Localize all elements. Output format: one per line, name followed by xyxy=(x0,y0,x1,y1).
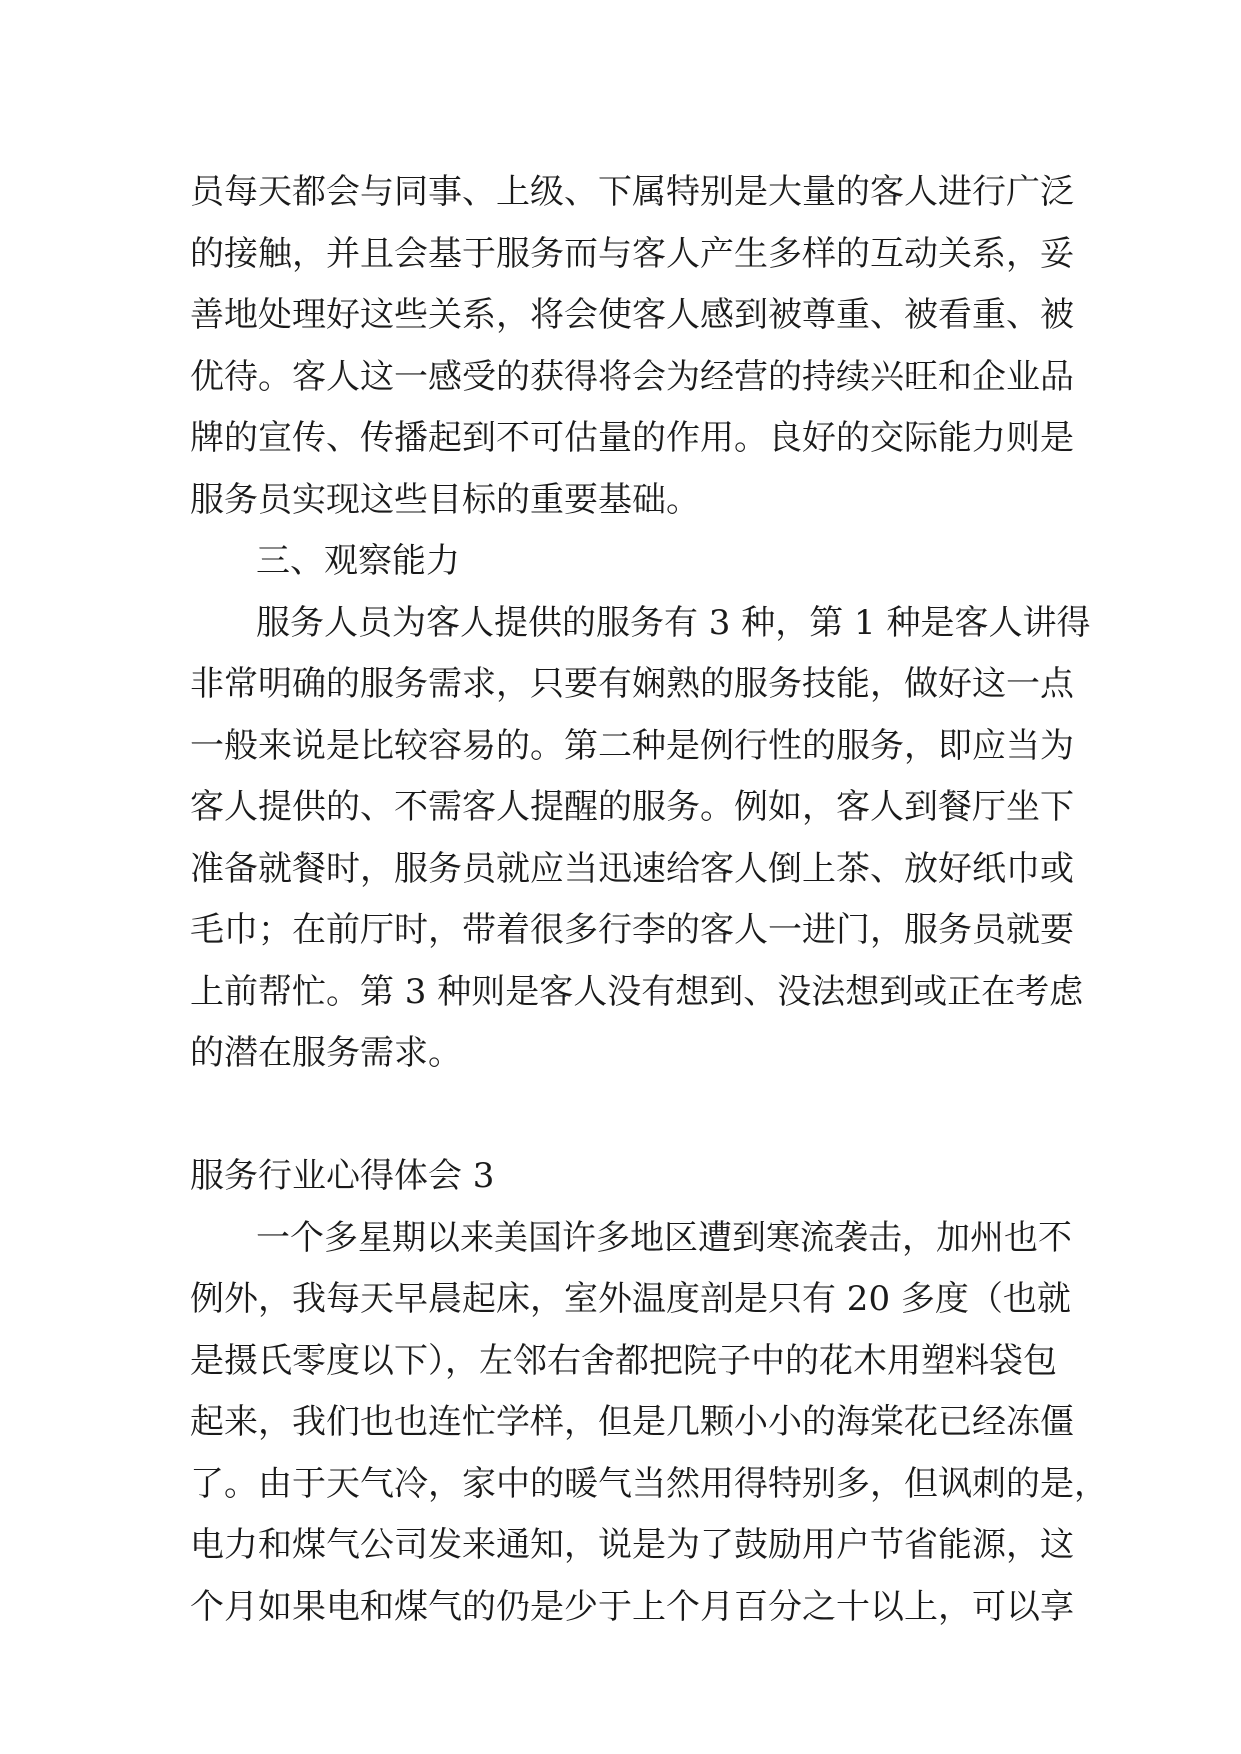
paragraph-line: 上前帮忙。第 3 种则是客人没有想到、没法想到或正在考虑 xyxy=(190,971,1084,1012)
paragraph-line: 服务员实现这些目标的重要基础。 xyxy=(190,479,700,520)
paragraph-line: 例外，我每天早晨起床，室外温度剖是只有 20 多度（也就 xyxy=(190,1279,1071,1319)
paragraph-line: 个月如果电和煤气的仍是少于上个月百分之十以上，可以享 xyxy=(190,1586,1074,1627)
paragraph-line: 了。由于天气冷，家中的暖气当然用得特别多，但讽刺的是， xyxy=(190,1463,1108,1504)
paragraph-line: 的潜在服务需求。 xyxy=(190,1033,462,1073)
paragraph-line: 员每天都会与同事、上级、下属特别是大量的客人进行广泛 xyxy=(190,172,1074,212)
paragraph-line: 的接触，并且会基于服务而与客人产生多样的互动关系，妥 xyxy=(190,233,1074,274)
paragraph-line: 非常明确的服务需求，只要有娴熟的服务技能，做好这一点 xyxy=(190,664,1074,704)
paragraph-line: 起来，我们也也连忙学样，但是几颗小小的海棠花已经冻僵 xyxy=(190,1402,1074,1442)
paragraph-line: 一个多星期以来美国许多地区遭到寒流袭击，加州也不 xyxy=(256,1217,1072,1258)
paragraph-3 xyxy=(190,1208,1108,1639)
paragraph-line: 优待。客人这一感受的获得将会为经营的持续兴旺和企业品 xyxy=(190,356,1074,397)
paragraph-line: 毛巾；在前厅时，带着很多行李的客人一进门，服务员就要 xyxy=(190,910,1074,950)
paragraph-line: 一般来说是比较容易的。第二种是例行性的服务，即应当为 xyxy=(190,725,1074,766)
section-heading: 三、观察能力 xyxy=(256,541,460,581)
paragraph-line: 牌的宣传、传播起到不可估量的作用。良好的交际能力则是 xyxy=(190,418,1074,458)
paragraph-1 xyxy=(190,162,1074,531)
document-body xyxy=(190,162,1108,1638)
paragraph-line: 善地处理好这些关系，将会使客人感到被尊重、被看重、被 xyxy=(190,295,1074,335)
paragraph-line: 客人提供的、不需客人提醒的服务。例如，客人到餐厅坐下 xyxy=(190,787,1074,827)
paragraph-line: 是摄氏零度以下），左邻右舍都把院子中的花木用塑料袋包 xyxy=(190,1340,1057,1381)
paragraph-2 xyxy=(190,593,1091,1085)
section-title: 服务行业心得体会 3 xyxy=(190,1156,495,1196)
paragraph-line: 准备就餐时，服务员就应当迅速给客人倒上茶、放好纸巾或 xyxy=(190,848,1074,889)
blank-line xyxy=(190,1085,1050,1147)
paragraph-line: 电力和煤气公司发来通知，说是为了鼓励用户节省能源，这 xyxy=(190,1525,1074,1565)
paragraph-line: 服务人员为客人提供的服务有 3 种，第 1 种是客人讲得 xyxy=(256,602,1091,643)
